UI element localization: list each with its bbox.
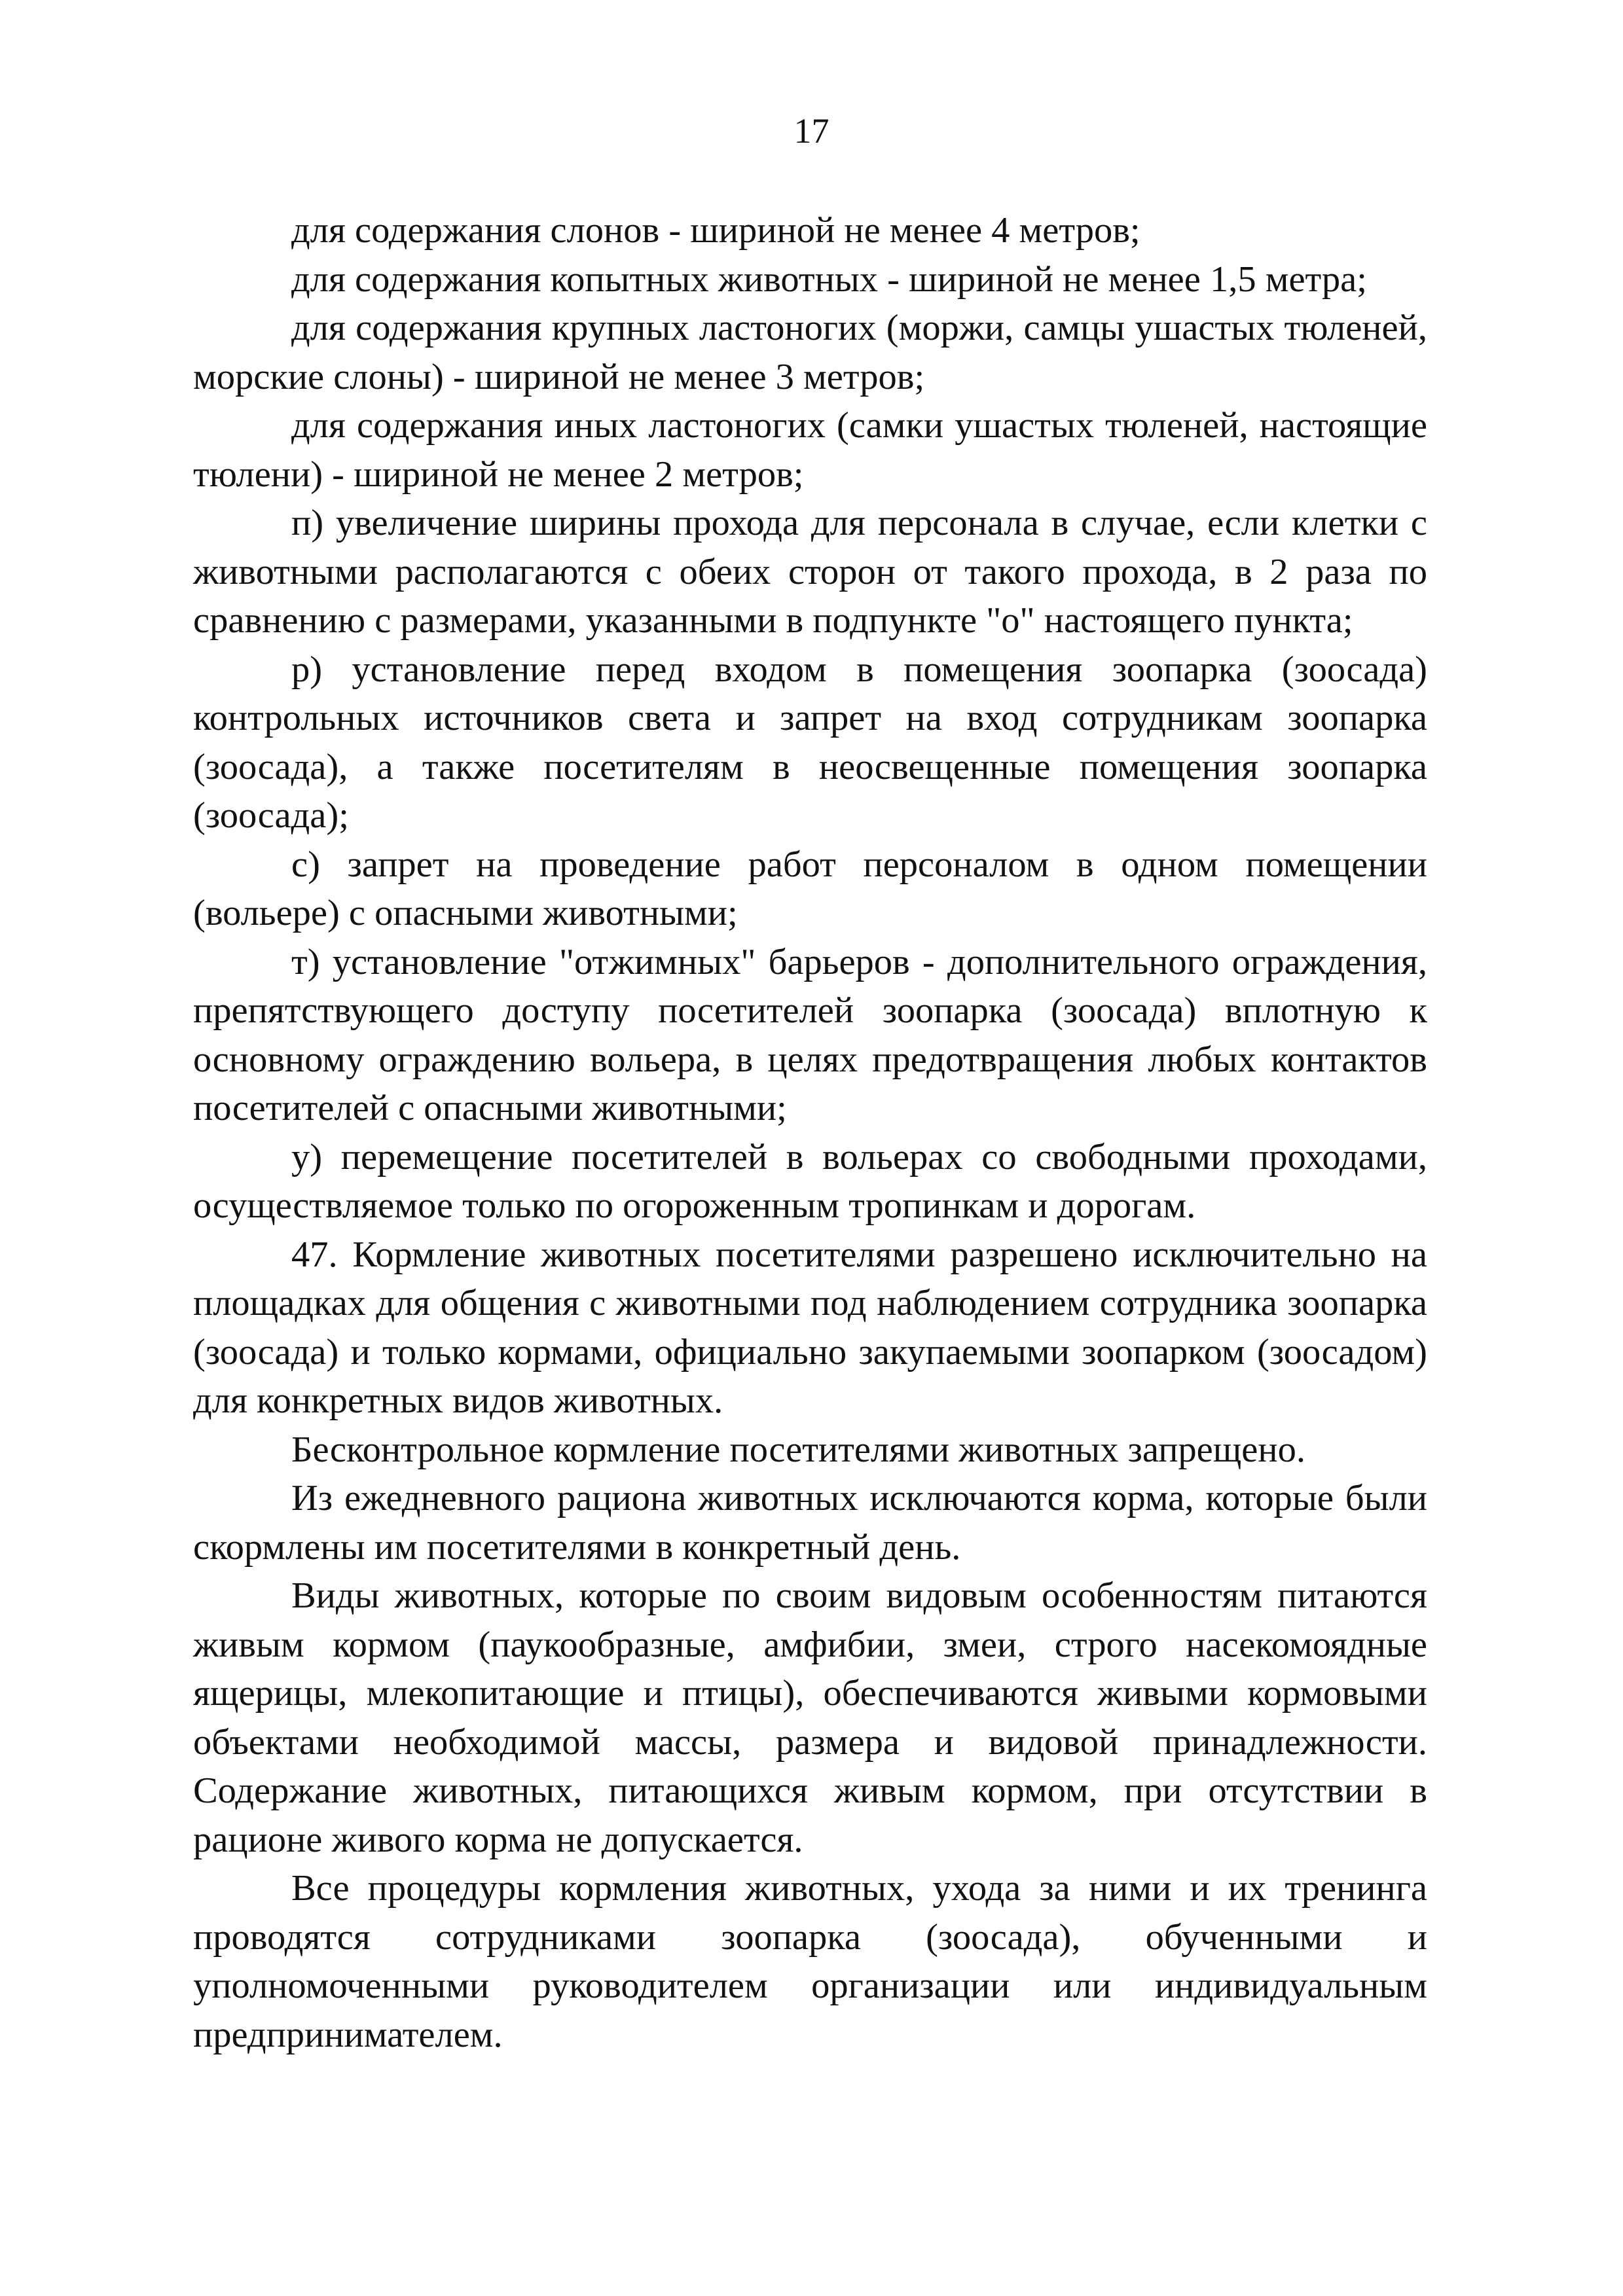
paragraph: с) запрет на проведение работ персоналом в одном помещении (вольере) с опасными животными; [193, 844, 1427, 933]
paragraph: т) установление "отжимных" барьеров - дополнительного ограждения, препятствующего доступу посетителей зоопарка (зоосада) вплотную к основному ограждению вольера, в целях предотвращения любых контактов посетителей с опасными животными; [193, 941, 1427, 1128]
paragraph: Бесконтрольное кормление посетителями животных запрещено. [291, 1429, 1305, 1470]
paragraph: для содержания слонов - шириной не менее 4 метров; [291, 210, 1140, 251]
paragraph: для содержания копытных животных - шириной не менее 1,5 метра; [291, 259, 1367, 300]
paragraph: Все процедуры кормления животных, ухода за ними и их тренинга проводятся сотрудниками зоопарка (зоосада), обученными и уполномоченными руководителем организации или индивидуальным предпринимателем. [193, 1868, 1427, 2055]
paragraph: для содержания иных ластоногих (самки ушастых тюленей, настоящие тюлени) - шириной не менее 2 метров; [193, 405, 1427, 495]
paragraph: Виды животных, которые по своим видовым особенностям питаются живым кормом (паукообразные, амфибии, змеи, строго насекомоядные ящерицы, млекопитающие и птицы), обеспечиваются живыми кормовыми объектами необходимой массы, размера и видовой принадлежности. Содержание животных, питающихся живым кормом, при отсутствии в рационе живого корма не допускается. [193, 1575, 1427, 1860]
paragraph: п) увеличение ширины прохода для персонала в случае, если клетки с животными располагаются с обеих сторон от такого прохода, в 2 раза по сравнению с размерами, указанными в подпункте "о" настоящего пункта; [193, 503, 1427, 641]
document-body [193, 206, 1427, 2059]
paragraph: Из ежедневного рациона животных исключаются корма, которые были скормлены им посетителями в конкретный день. [193, 1478, 1427, 1568]
page-number: 17 [793, 111, 830, 151]
paragraph: у) перемещение посетителей в вольерах со свободными проходами, осуществляемое только по огороженным тропинкам и дорогам. [193, 1136, 1427, 1226]
paragraph: 47. Кормление животных посетителями разрешено исключительно на площадках для общения с животными под наблюдением сотрудника зоопарка (зоосада) и только кормами, официально закупаемыми зоопарком (зоосадом) для конкретных видов животных. [193, 1234, 1427, 1421]
paragraph: р) установление перед входом в помещения зоопарка (зоосада) контрольных источников света и запрет на вход сотрудникам зоопарка (зоосада), а также посетителям в неосвещенные помещения зоопарка (зоосада); [193, 649, 1427, 836]
paragraph: для содержания крупных ластоногих (моржи, самцы ушастых тюленей, морские слоны) - шириной не менее 3 метров; [193, 308, 1427, 397]
